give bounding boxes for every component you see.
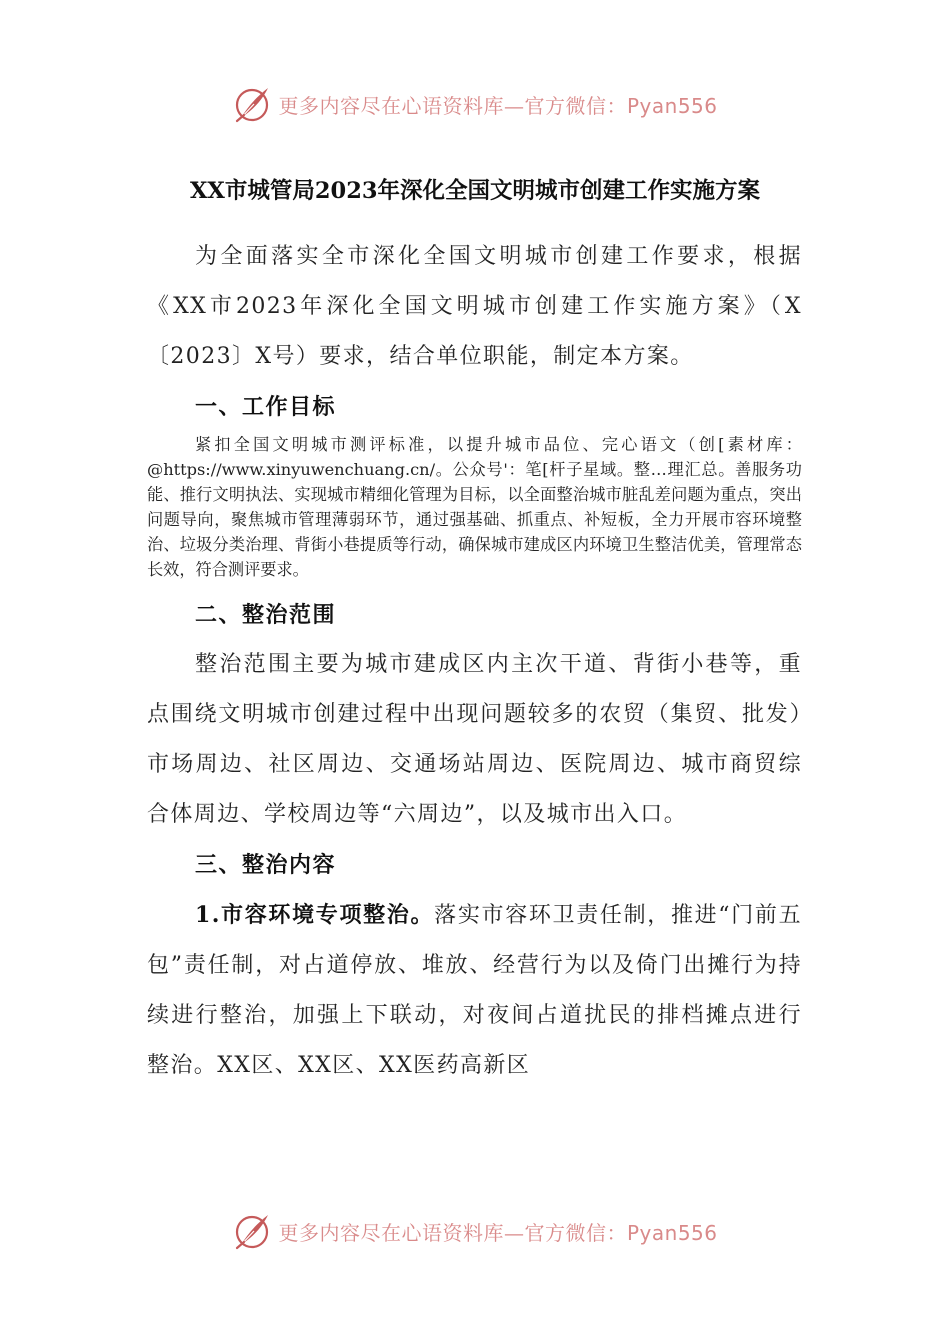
section-heading-content: 三、整治内容 [195,852,337,878]
section-item-1 [147,890,802,1091]
watermark-text: 更多内容尽在心语资料库—官方微信：Pyan556 [278,93,718,118]
watermark-banner-top [0,80,950,128]
section-item-1-lead: 1.市容环境专项整治。 [195,902,435,928]
section-item-1-body: 落实市容环卫责任制，推进“门前五包”责任制，对占道停放、堆放、经营行为以及倚门出摊行为持续进行整治，加强上下联动，对夜间占道扰民的排档摊点进行整治。XX区、XX区、XX医药高新区 [147,903,802,1078]
watermark-banner-bottom [0,1207,950,1255]
section-body-goals: 紧扣全国文明城市测评标准，以提升城市品位、完心语文（创[素材库：@https://www.xinyuwenchuang.cn/。公众号'：笔[杆子星域。整…理汇总。善服务功能、推行文明执法、实现城市精细化管理为目标，以全面整治城市脏乱差问题为重点，突出问题导向，聚焦城市管理薄弱环节，通过强基础、抓重点、补短板，全力开展市容环境整治、垃圾分类治理、背街小巷提质等行动，确保城市建成区内环境卫生整洁优美，管理常态长效，符合测评要求。 [147,435,802,579]
section-body-scope: 整治范围主要为城市建成区内主次干道、背街小巷等，重点围绕文明城市创建过程中出现问题较多的农贸（集贸、批发）市场周边、社区周边、交通场站周边、医院周边、城市商贸综合体周边、学校周边等“六周边”，以及城市出入口。 [147,652,802,827]
quill-pen-logo-icon [232,1211,272,1251]
intro-paragraph: 为全面落实全市深化全国文明城市创建工作要求，根据《XX市2023年深化全国文明城市创建工作实施方案》（X〔2023〕X号）要求，结合单位职能，制定本方案。 [147,244,802,369]
document-body [147,170,802,1091]
watermark-text: 更多内容尽在心语资料库—官方微信：Pyan556 [278,1220,718,1245]
document-title: XX市城管局2023年深化全国文明城市创建工作实施方案 [189,178,761,204]
section-heading-goals: 一、工作目标 [195,394,337,420]
section-heading-scope: 二、整治范围 [195,602,337,628]
quill-pen-logo-icon [232,84,272,124]
